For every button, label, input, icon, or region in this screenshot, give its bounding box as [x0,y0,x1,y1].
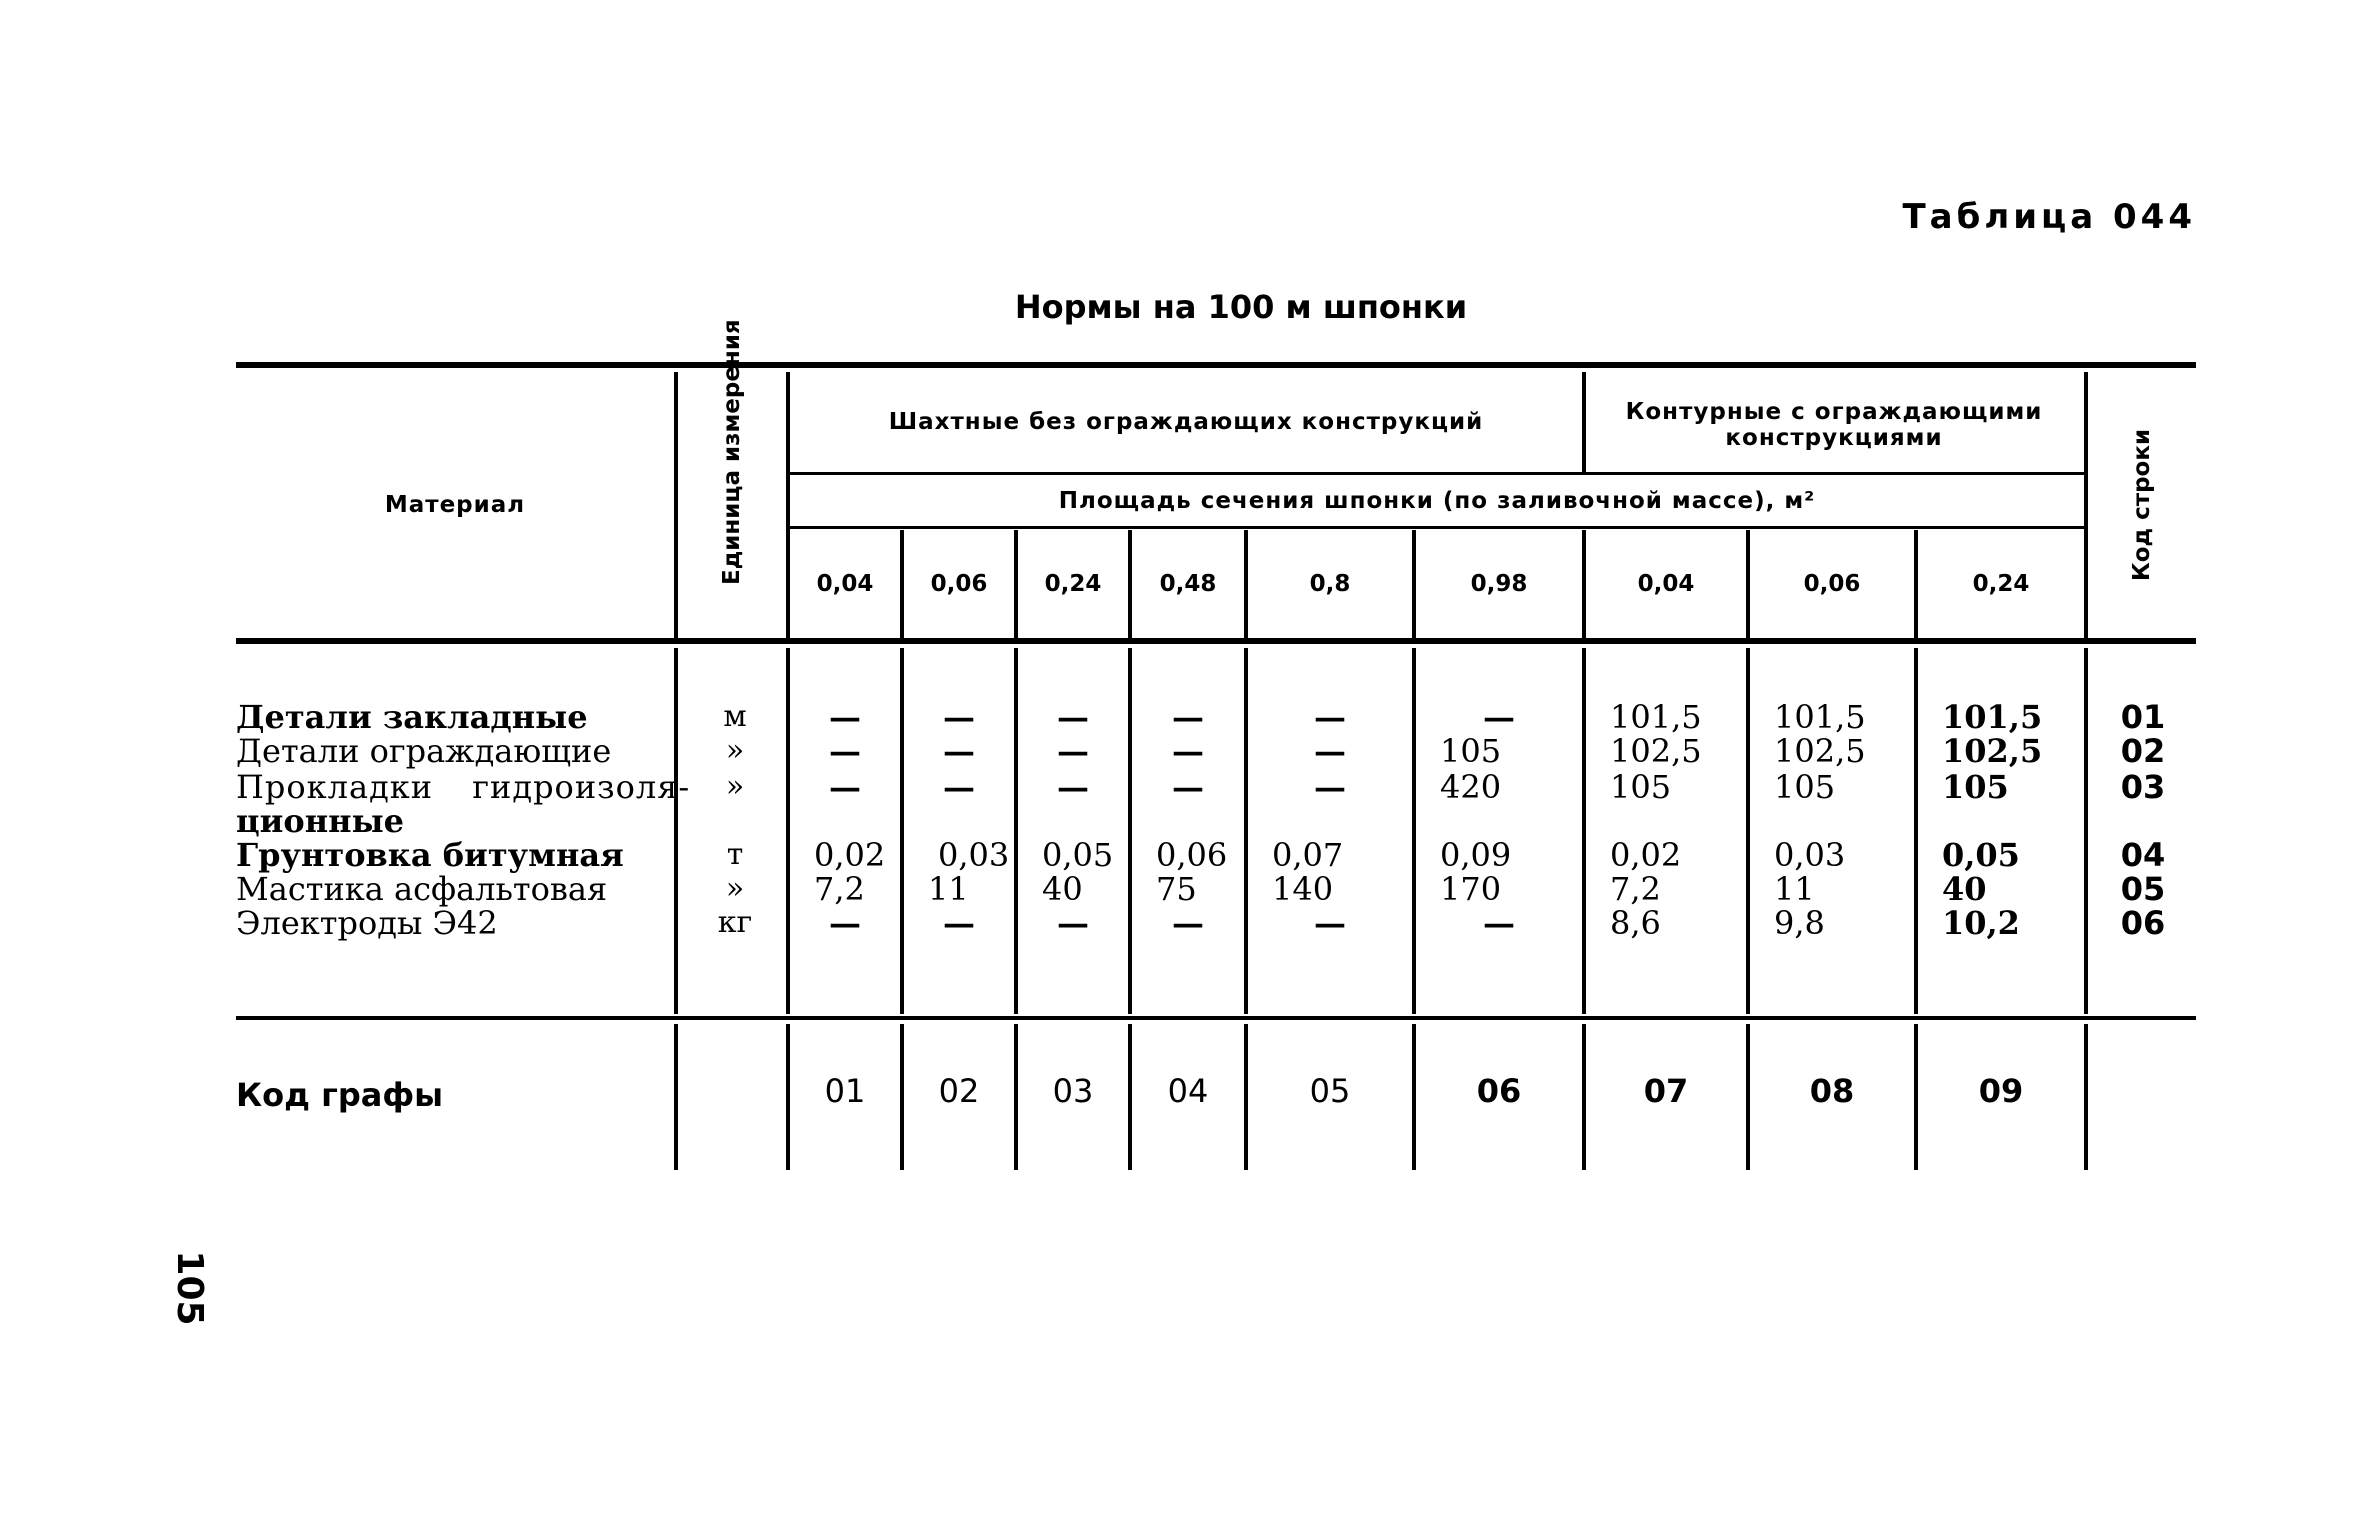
row-code: 01 [2120,698,2166,736]
value-cell: — [1483,698,1515,736]
value-cell: — [1057,904,1089,942]
value-cell: 0,07 [1272,836,1344,874]
value-cell: — [1314,698,1346,736]
table-title: Нормы на 100 м шпонки [1014,288,1468,326]
value-cell: — [943,732,975,770]
area-rule [788,526,2086,529]
value-cell: 75 [1156,870,1197,908]
header-area-value: 0,8 [1309,571,1351,597]
top-rule [236,362,2196,368]
value-cell: 0,03 [938,836,1010,874]
value-cell: 140 [1272,870,1334,908]
col-divider [1914,648,1918,1014]
value-cell: — [943,904,975,942]
column-code: 06 [1476,1072,1522,1110]
unit-cell: » [725,733,745,768]
column-code: 07 [1643,1072,1689,1110]
value-cell: 7,2 [1610,870,1661,908]
table-number: Таблица 044 [1902,197,2196,237]
value-cell: — [1314,904,1346,942]
value-cell: 8,6 [1610,904,1661,942]
col-divider [1582,372,1586,472]
value-cell: — [1172,904,1204,942]
value-cell: 11 [1774,870,1815,908]
value-cell: — [1057,732,1089,770]
material-name: Мастика асфальтовая [236,870,608,908]
header-group-shaft: Шахтные без ограждающих конструкций [888,409,1484,435]
header-row-code [2088,372,2196,638]
value-cell: — [1057,768,1089,806]
value-cell: 40 [1942,870,1987,908]
value-cell: — [1172,732,1204,770]
column-code: 08 [1809,1072,1855,1110]
value-cell: 7,2 [814,870,865,908]
value-cell: 9,8 [1774,904,1825,942]
value-cell: — [1314,732,1346,770]
value-cell: 105 [1440,732,1502,770]
col-divider [674,1024,678,1170]
value-cell: 0,02 [814,836,886,874]
header-unit [678,319,786,638]
page-number: 105 [169,1250,210,1326]
footer-label: Код графы [236,1076,444,1114]
unit-cell: м [723,699,747,734]
value-cell: 40 [1042,870,1083,908]
value-cell: 170 [1440,870,1502,908]
row-code: 05 [2120,870,2166,908]
value-cell: 102,5 [1610,732,1702,770]
value-cell: 0,02 [1610,836,1682,874]
column-code: 04 [1167,1072,1209,1110]
value-cell: 420 [1440,768,1502,806]
value-cell: 105 [1610,768,1672,806]
value-cell: — [829,698,861,736]
value-cell: 0,05 [1942,836,2020,874]
material-name: Детали ограждающие [236,732,612,770]
header-material: Материал [384,492,526,518]
unit-cell: т [726,837,744,872]
value-cell: — [1172,698,1204,736]
header-area-value: 0,06 [930,571,988,597]
row-code: 02 [2120,732,2166,770]
col-divider [2084,1024,2088,1170]
material-name: Прокладки гидроизоля- [236,768,691,806]
header-area-value: 0,04 [1637,571,1695,597]
value-cell: 102,5 [1774,732,1866,770]
header-area-value: 0,98 [1470,571,1528,597]
header-area: Площадь сечения шпонки (по заливочной массе), м² [1058,487,1816,514]
header-area-value: 0,48 [1159,571,1217,597]
row-code: 04 [2120,836,2166,874]
value-cell: 105 [1774,768,1836,806]
material-name-continued: ционные [236,802,404,840]
value-cell: 0,05 [1042,836,1114,874]
value-cell: 0,03 [1774,836,1846,874]
value-cell: — [829,768,861,806]
unit-cell: кг [717,905,753,940]
column-code: 03 [1052,1072,1094,1110]
header-area-value: 0,24 [1044,571,1102,597]
header-bottom-rule [236,638,2196,644]
value-cell: 105 [1942,768,2009,806]
value-cell: 0,06 [1156,836,1228,874]
column-code: 09 [1978,1072,2024,1110]
value-cell: 10,2 [1942,904,2020,942]
value-cell: 101,5 [1610,698,1702,736]
value-cell: — [943,698,975,736]
body-bottom-rule [236,1016,2196,1020]
value-cell: 101,5 [1942,698,2043,736]
header-row-code-text: Код строки [2129,428,2156,582]
value-cell: — [943,768,975,806]
value-cell: — [829,904,861,942]
column-code: 02 [938,1072,980,1110]
unit-cell: » [725,769,745,804]
header-unit-text: Единица измерения [719,319,745,585]
col-divider [1746,648,1750,1014]
header-area-value: 0,04 [816,571,874,597]
material-name: Детали закладные [236,698,588,736]
row-code: 06 [2120,904,2166,942]
value-cell: 102,5 [1942,732,2043,770]
header-area-value: 0,06 [1803,571,1861,597]
value-cell: — [1314,768,1346,806]
unit-cell: » [725,871,745,906]
value-cell: 11 [928,870,969,908]
value-cell: — [1172,768,1204,806]
value-cell: — [1483,904,1515,942]
header-group-contour: Контурные с ограждающими конструкциями [1625,399,2043,451]
value-cell: 101,5 [1774,698,1866,736]
column-code: 05 [1309,1072,1351,1110]
header-area-value: 0,24 [1972,571,2030,597]
material-name: Электроды Э42 [236,904,498,942]
value-cell: 0,09 [1440,836,1512,874]
col-divider [1582,648,1586,1014]
row-code: 03 [2120,768,2166,806]
material-name: Грунтовка битумная [236,836,624,874]
column-code: 01 [824,1072,866,1110]
value-cell: — [1057,698,1089,736]
value-cell: — [829,732,861,770]
